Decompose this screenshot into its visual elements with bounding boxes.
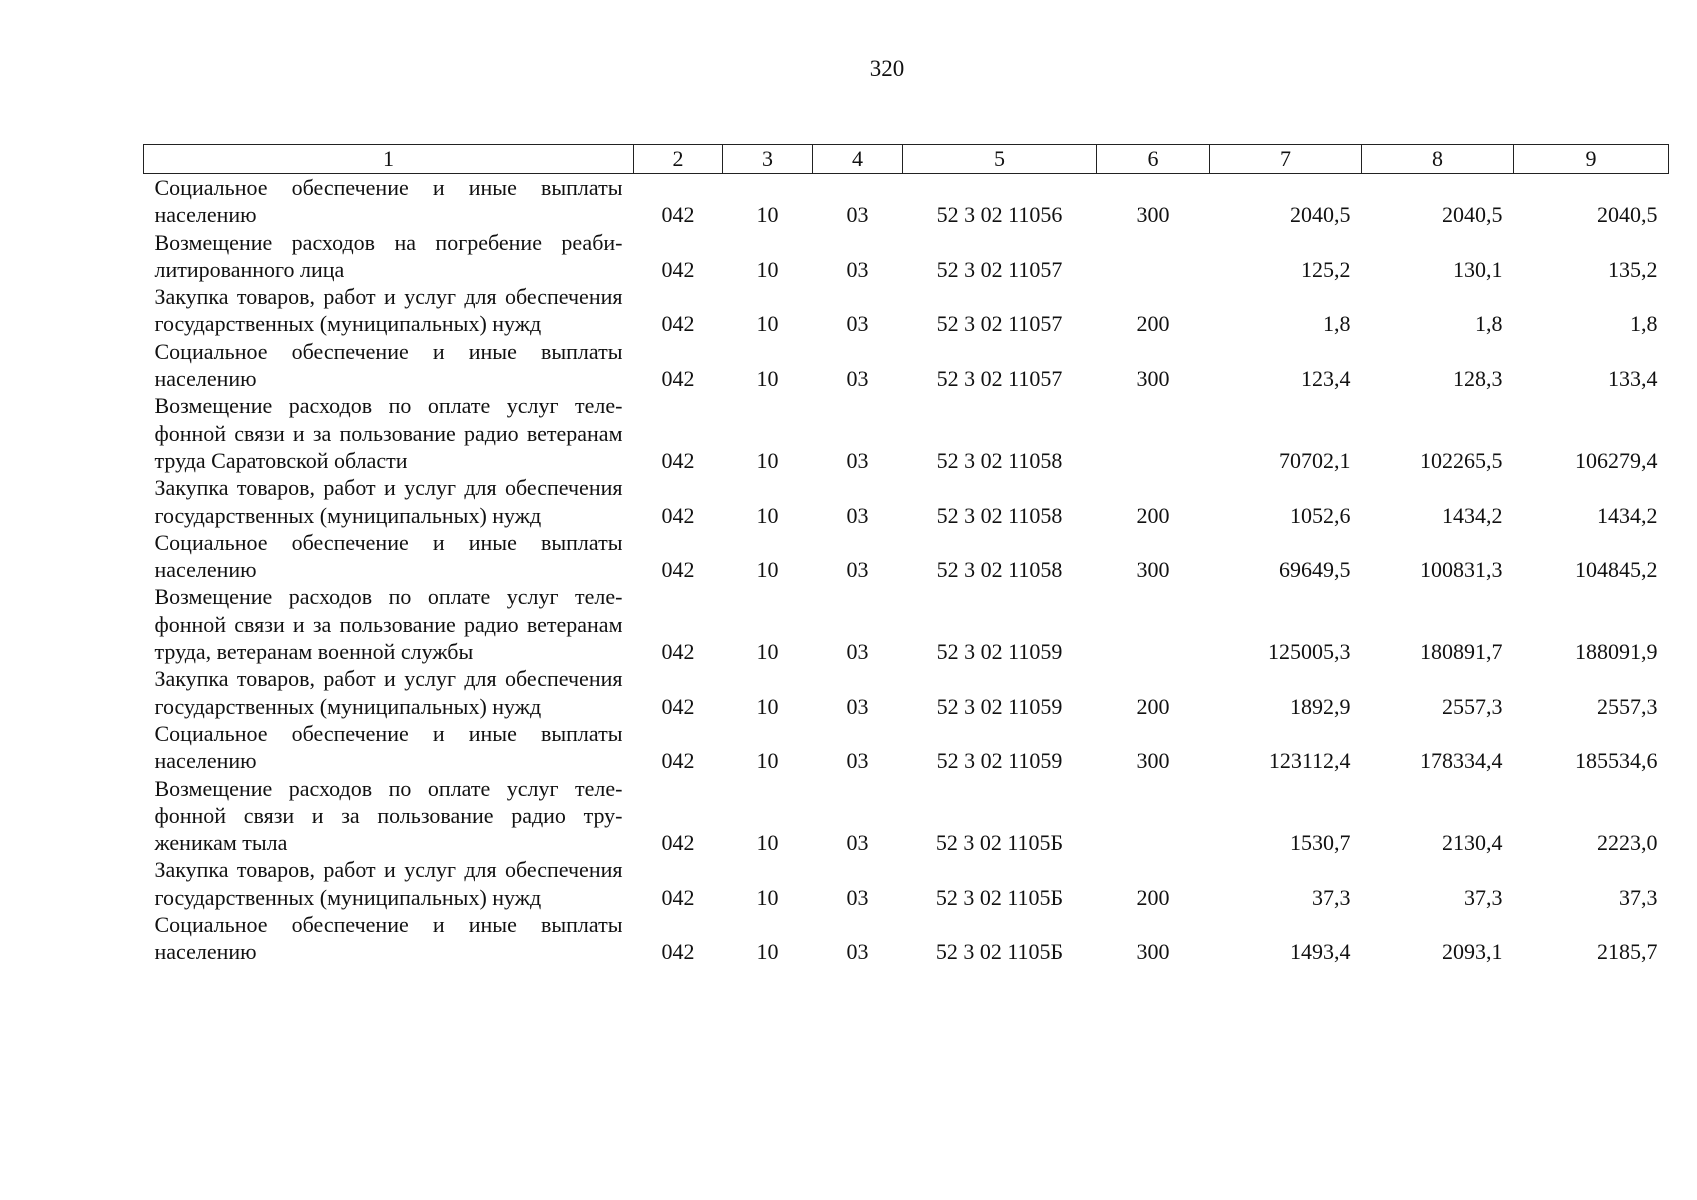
budget-table [143, 144, 1669, 966]
row-amount-2: 1434,2 [1442, 502, 1503, 528]
row-amount-3: 133,4 [1608, 366, 1658, 392]
row-amount-1: 1530,7 [1290, 830, 1351, 856]
row-target-article: 52 3 02 11059 [936, 748, 1063, 774]
row-code-admin: 042 [661, 748, 695, 774]
row-subsection: 03 [846, 884, 869, 910]
row-subsection: 03 [846, 693, 869, 719]
row-amount-3: 2185,7 [1597, 939, 1658, 965]
row-code-admin: 042 [661, 830, 695, 856]
table-row [144, 583, 1669, 665]
row-code-admin: 042 [661, 366, 695, 392]
row-amount-3: 185534,6 [1575, 748, 1658, 774]
row-amount-2: 1,8 [1475, 311, 1503, 337]
table-row [144, 338, 1669, 393]
row-name: Возмещение расходов по оплате услуг телефонной связи и за пользование радио ветеранам труда Саратовской области [154, 393, 623, 473]
row-amount-1: 70702,1 [1279, 447, 1351, 473]
row-target-article: 52 3 02 11059 [936, 693, 1063, 719]
table-row [144, 474, 1669, 529]
row-amount-1: 1052,6 [1290, 502, 1351, 528]
row-amount-3: 135,2 [1608, 256, 1658, 282]
row-expense-type: 300 [1136, 748, 1170, 774]
table-row [144, 665, 1669, 720]
table-row [144, 392, 1669, 474]
row-target-article: 52 3 02 11056 [936, 202, 1063, 228]
row-code-admin: 042 [661, 256, 695, 282]
row-code-admin: 042 [661, 884, 695, 910]
row-amount-2: 102265,5 [1420, 447, 1503, 473]
row-expense-type: 200 [1136, 311, 1170, 337]
row-subsection: 03 [846, 639, 869, 665]
row-expense-type [1097, 392, 1210, 474]
row-amount-2: 2130,4 [1442, 830, 1503, 856]
row-subsection: 03 [846, 366, 869, 392]
row-expense-type: 300 [1136, 202, 1170, 228]
table-row [144, 911, 1669, 966]
row-target-article: 52 3 02 11058 [936, 447, 1063, 473]
row-code-admin: 042 [661, 939, 695, 965]
header-cell-9: 9 [1514, 145, 1669, 174]
row-code-admin: 042 [661, 202, 695, 228]
row-subsection: 03 [846, 502, 869, 528]
row-expense-type [1097, 583, 1210, 665]
header-cell-1: 1 [144, 145, 634, 174]
row-name: Возмещение расходов по оплате услуг телефонной связи и за пользование радио труженикам тыла [154, 775, 623, 856]
table-row [144, 775, 1669, 857]
row-code-admin: 042 [661, 557, 695, 583]
row-name: Закупка товаров, работ и услуг для обеспечения государственных (муниципальных) нужд [154, 284, 623, 337]
row-code-admin: 042 [661, 502, 695, 528]
row-amount-3: 2557,3 [1597, 693, 1658, 719]
header-row [144, 145, 1669, 174]
row-amount-3: 188091,9 [1575, 639, 1658, 665]
row-section: 10 [756, 256, 779, 282]
header-cell-2: 2 [634, 145, 723, 174]
row-section: 10 [756, 366, 779, 392]
row-amount-2: 37,3 [1464, 884, 1503, 910]
row-amount-3: 1434,2 [1597, 502, 1658, 528]
row-name: Закупка товаров, работ и услуг для обеспечения государственных (муниципальных) нужд [154, 857, 623, 910]
row-name: Социальное обеспечение и иные выплаты населению [154, 338, 623, 392]
row-section: 10 [756, 557, 779, 583]
row-amount-3: 104845,2 [1575, 557, 1658, 583]
row-name: Закупка товаров, работ и услуг для обеспечения государственных (муниципальных) нужд [154, 475, 623, 528]
row-name: Закупка товаров, работ и услуг для обеспечения государственных (муниципальных) нужд [154, 666, 623, 719]
row-section: 10 [756, 202, 779, 228]
row-name: Социальное обеспечение и иные выплаты населению [154, 529, 623, 583]
table-row [144, 720, 1669, 775]
row-name: Возмещение расходов по оплате услуг телефонной связи и за пользование радио ветеранам труда, ветеранам военной службы [154, 584, 623, 665]
header-cell-4: 4 [813, 145, 903, 174]
row-section: 10 [756, 693, 779, 719]
row-amount-1: 1493,4 [1290, 939, 1351, 965]
row-expense-type [1097, 229, 1210, 284]
row-expense-type: 300 [1136, 366, 1170, 392]
row-subsection: 03 [846, 830, 869, 856]
row-section: 10 [756, 748, 779, 774]
row-section: 10 [756, 939, 779, 965]
row-amount-1: 123,4 [1301, 366, 1351, 392]
row-subsection: 03 [846, 447, 869, 473]
row-target-article: 52 3 02 1105Б [935, 939, 1064, 965]
row-section: 10 [756, 311, 779, 337]
row-name: Социальное обеспечение и иные выплаты населению [154, 175, 623, 228]
table-row [144, 856, 1669, 911]
header-cell-8: 8 [1362, 145, 1514, 174]
row-amount-1: 1,8 [1323, 311, 1351, 337]
row-expense-type: 200 [1136, 502, 1170, 528]
row-amount-1: 125,2 [1301, 256, 1351, 282]
row-amount-1: 123112,4 [1268, 748, 1351, 774]
table-row [144, 283, 1669, 338]
row-code-admin: 042 [661, 693, 695, 719]
row-expense-type [1097, 775, 1210, 857]
row-target-article: 52 3 02 11057 [936, 366, 1063, 392]
row-amount-2: 100831,3 [1420, 557, 1503, 583]
row-amount-2: 178334,4 [1420, 748, 1503, 774]
row-subsection: 03 [846, 939, 869, 965]
row-subsection: 03 [846, 748, 869, 774]
row-amount-1: 1892,9 [1290, 693, 1351, 719]
row-amount-3: 2223,0 [1597, 830, 1658, 856]
row-amount-1: 69649,5 [1279, 557, 1351, 583]
row-expense-type: 300 [1136, 557, 1170, 583]
row-subsection: 03 [846, 311, 869, 337]
page-number: 320 [869, 56, 905, 81]
row-amount-3: 2040,5 [1597, 202, 1658, 228]
row-code-admin: 042 [661, 311, 695, 337]
row-expense-type: 200 [1136, 693, 1170, 719]
row-amount-2: 128,3 [1453, 366, 1503, 392]
row-target-article: 52 3 02 11058 [936, 557, 1063, 583]
row-amount-3: 37,3 [1619, 884, 1658, 910]
row-amount-1: 37,3 [1312, 884, 1351, 910]
row-target-article: 52 3 02 11057 [936, 311, 1063, 337]
row-subsection: 03 [846, 557, 869, 583]
row-target-article: 52 3 02 1105Б [935, 884, 1064, 910]
row-subsection: 03 [846, 256, 869, 282]
row-section: 10 [756, 830, 779, 856]
row-amount-2: 130,1 [1453, 256, 1503, 282]
row-target-article: 52 3 02 11059 [936, 639, 1063, 665]
row-section: 10 [756, 884, 779, 910]
header-cell-5: 5 [903, 145, 1097, 174]
header-cell-6: 6 [1097, 145, 1210, 174]
row-code-admin: 042 [661, 447, 695, 473]
row-amount-2: 2557,3 [1442, 693, 1503, 719]
row-name: Социальное обеспечение и иные выплаты населению [154, 720, 623, 774]
row-amount-1: 125005,3 [1268, 639, 1351, 665]
row-section: 10 [756, 639, 779, 665]
table-body [144, 174, 1669, 966]
table-header [144, 145, 1669, 174]
row-amount-3: 1,8 [1630, 311, 1658, 337]
row-amount-2: 180891,7 [1420, 639, 1503, 665]
row-section: 10 [756, 502, 779, 528]
header-cell-7: 7 [1210, 145, 1362, 174]
row-target-article: 52 3 02 1105Б [935, 830, 1064, 856]
row-target-article: 52 3 02 11057 [936, 256, 1063, 282]
row-subsection: 03 [846, 202, 869, 228]
table-row [144, 174, 1669, 229]
table-row [144, 529, 1669, 584]
header-cell-3: 3 [723, 145, 813, 174]
row-target-article: 52 3 02 11058 [936, 502, 1063, 528]
row-amount-2: 2093,1 [1442, 939, 1503, 965]
row-expense-type: 200 [1136, 884, 1170, 910]
table-row [144, 229, 1669, 284]
row-code-admin: 042 [661, 639, 695, 665]
row-expense-type: 300 [1136, 939, 1170, 965]
row-amount-2: 2040,5 [1442, 202, 1503, 228]
row-section: 10 [756, 447, 779, 473]
row-name: Социальное обеспечение и иные выплаты населению [154, 912, 623, 965]
row-amount-1: 2040,5 [1290, 202, 1351, 228]
row-amount-3: 106279,4 [1575, 447, 1658, 473]
row-name: Возмещение расходов на погребение реабилитированного лица [154, 229, 623, 282]
